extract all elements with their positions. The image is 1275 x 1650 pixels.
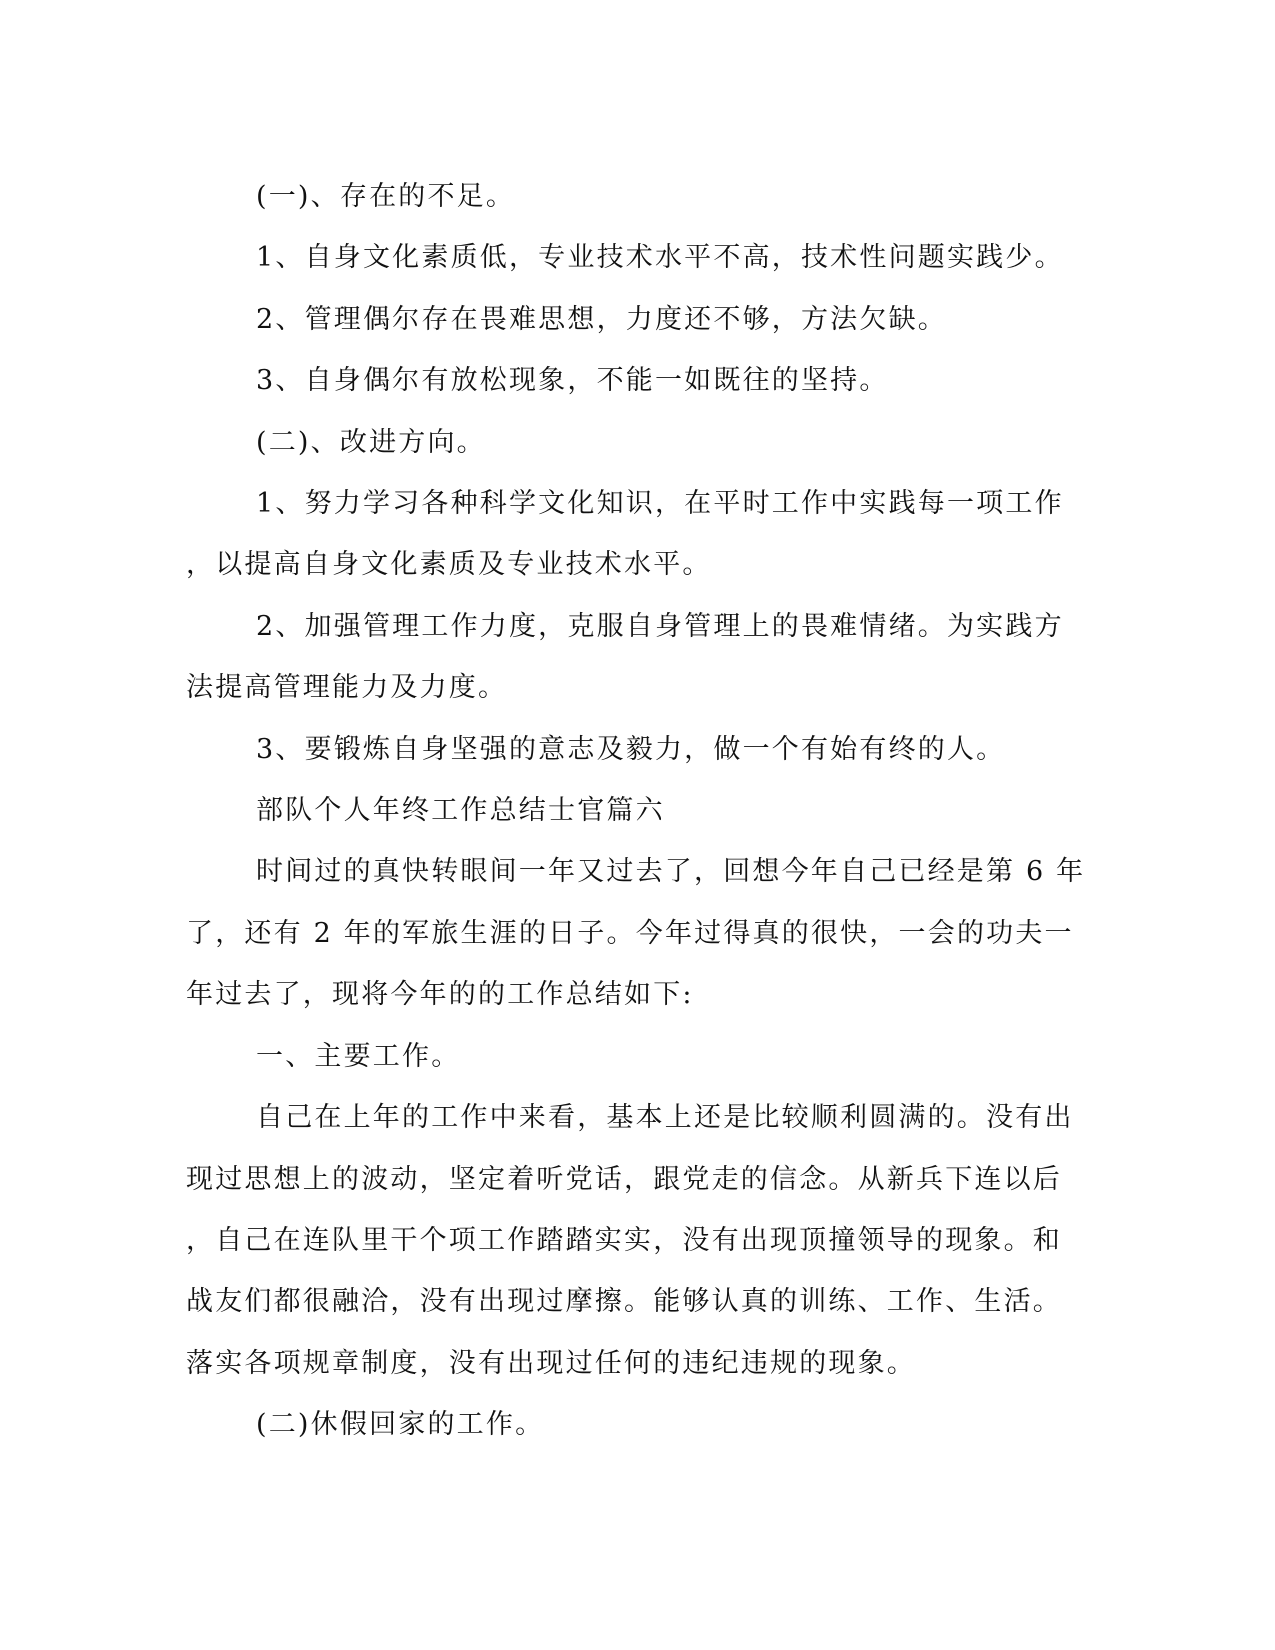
text-line: ，自己在连队里干个项工作踏踏实实，没有出现顶撞领导的现象。和 xyxy=(186,1224,1062,1256)
paragraph xyxy=(186,841,1086,1025)
text-line: (二)休假回家的工作。 xyxy=(256,1409,545,1441)
paragraph xyxy=(186,596,1086,719)
text-line: 部队个人年终工作总结士官篇六 xyxy=(256,795,665,827)
text-line: 自己在上年的工作中来看，基本上还是比较顺利圆满的。没有出 xyxy=(256,1102,1074,1134)
text-line: 1、努力学习各种科学文化知识，在平时工作中实践每一项工作 xyxy=(256,488,1064,520)
section-heading xyxy=(186,780,1086,841)
paragraph xyxy=(186,350,1086,411)
paragraph xyxy=(186,1087,1086,1394)
text-line: 落实各项规章制度，没有出现过任何的违纪违规的现象。 xyxy=(186,1347,916,1379)
paragraph xyxy=(186,719,1086,780)
text-line: 2、加强管理工作力度，克服自身管理上的畏难情绪。为实践方 xyxy=(256,610,1064,642)
text-line: 1、自身文化素质低，专业技术水平不高，技术性问题实践少。 xyxy=(256,242,1064,274)
text-line: 了，还有 2 年的军旅生涯的日子。今年过得真的很快，一会的功夫一 xyxy=(186,917,1074,949)
paragraph xyxy=(186,473,1086,596)
text-line: 年过去了，现将今年的的工作总结如下: xyxy=(186,979,694,1011)
text-line: 2、管理偶尔存在畏难思想，力度还不够，方法欠缺。 xyxy=(256,303,947,335)
document-body xyxy=(186,166,1086,1456)
text-line: (一)、存在的不足。 xyxy=(256,181,516,212)
text-line: ，以提高自身文化素质及专业技术水平。 xyxy=(186,549,712,581)
text-line: (二)、改进方向。 xyxy=(256,426,486,458)
paragraph xyxy=(186,412,1086,473)
text-line: 3、要锻炼自身坚强的意志及毅力，做一个有始有终的人。 xyxy=(256,733,1006,765)
paragraph xyxy=(186,227,1086,288)
text-line: 3、自身偶尔有放松现象，不能一如既往的坚持。 xyxy=(256,365,889,397)
paragraph xyxy=(186,289,1086,350)
text-line: 一、主要工作。 xyxy=(256,1040,461,1072)
paragraph xyxy=(186,1394,1086,1455)
paragraph xyxy=(186,1026,1086,1087)
text-line: 现过思想上的波动，坚定着听党话，跟党走的信念。从新兵下连以后 xyxy=(186,1163,1062,1195)
text-line: 战友们都很融洽，没有出现过摩擦。能够认真的训练、工作、生活。 xyxy=(186,1286,1062,1318)
text-line: 法提高管理能力及力度。 xyxy=(186,672,508,704)
text-line: 时间过的真快转眼间一年又过去了，回想今年自己已经是第 6 年 xyxy=(256,856,1086,888)
paragraph xyxy=(186,166,1086,227)
